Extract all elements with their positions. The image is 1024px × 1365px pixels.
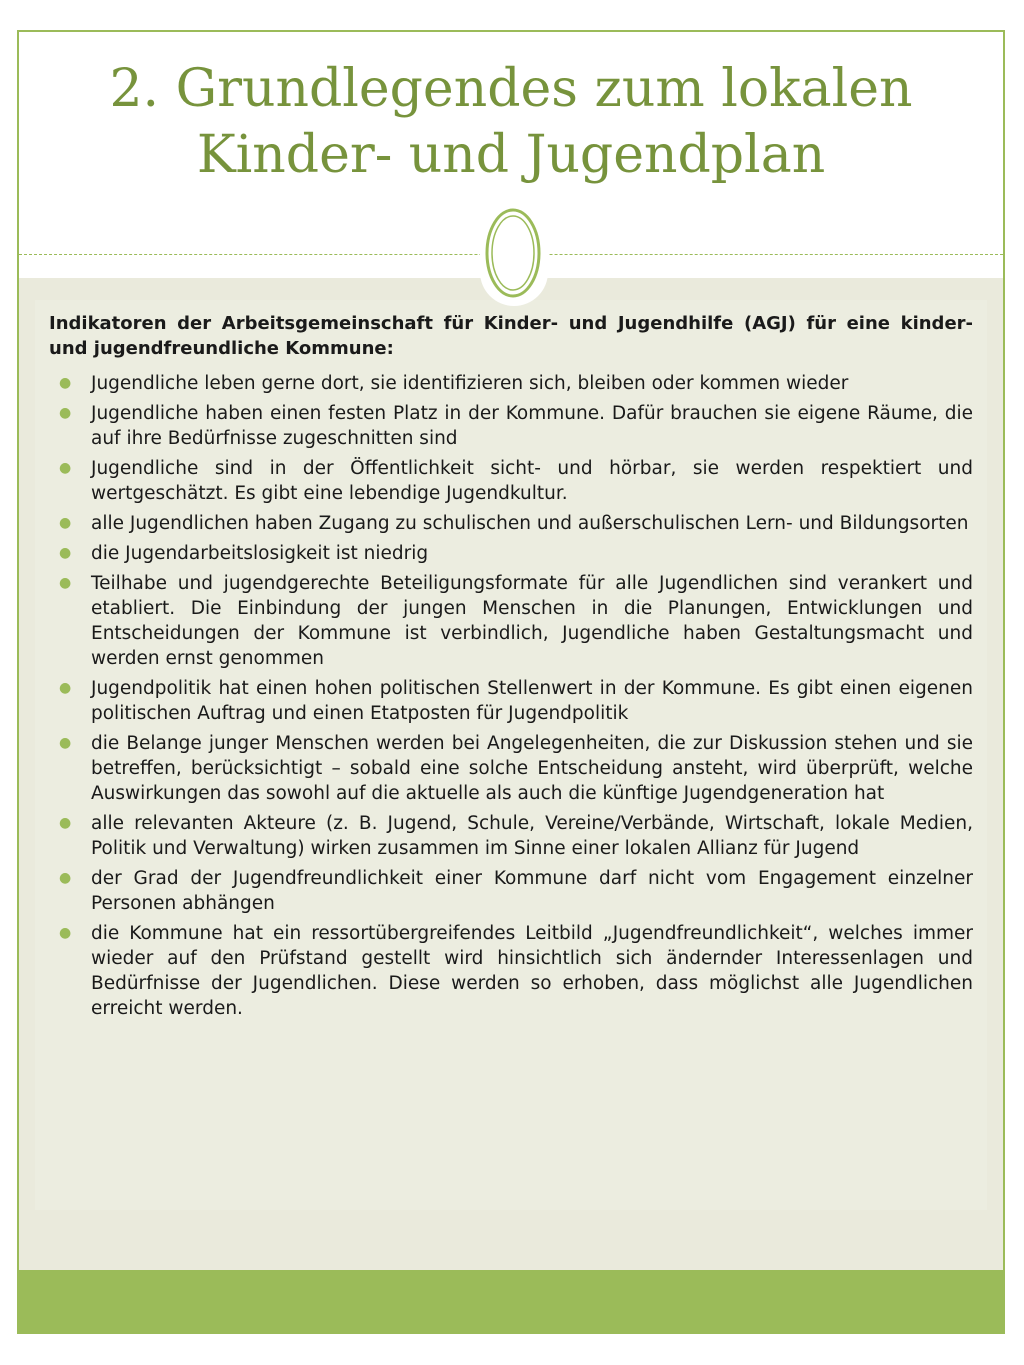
title-line-2: Kinder- und Jugendplan [196,125,826,185]
list-item-text: Jugendliche leben gerne dort, sie identifizieren sich, bleiben oder kommen wieder [91,373,849,394]
list-item-text: Teilhabe und jugendgerechte Beteiligungsformate für alle Jugendlichen sind verankert und etabliert. Die Einbindung der jungen Menschen in die Planungen, Entwicklungen und Entscheidungen der Kommune ist verbindlich, Jugendliche haben Gestaltungsmacht und werden ernst genommen [91,573,973,669]
list-item-text: Jugendliche haben einen festen Platz in der Kommune. Dafür brauchen sie eigene Räume, die auf ihre Bedürfnisse zugeschnitten sind [91,403,973,449]
list-item [49,511,973,536]
intro-heading: Indikatoren der Arbeitsgemeinschaft für Kinder- und Jugendhilfe (AGJ) für eine kinder- und jugendfreundliche Kommune: [49,313,973,359]
slide-title [19,56,1003,188]
list-item-text: alle relevanten Akteure (z. B. Jugend, Schule, Vereine/Verbände, Wirtschaft, lokale Medien, Politik und Verwaltung) wirken zusammen im Sinne einer lokalen Allianz für Jugend [91,813,973,859]
bullet-icon: ● [59,515,72,531]
slide-frame [17,30,1005,1334]
bullet-icon: ● [59,405,72,421]
list-item-text: die Kommune hat ein ressortübergreifendes Leitbild „Jugendfreundlichkeit“, welches immer wieder auf den Prüfstand gestellt wird hinsichtlich sich ändernder Interessenlagen und Bedürfnisse der Jugendlichen. Diese werden so erhoben, dass möglichst alle Jugendlichen erreicht werden. [91,923,973,1019]
list-item [49,456,973,506]
bullet-icon: ● [59,925,72,941]
list-item [49,371,973,396]
list-item [49,731,973,806]
list-item [49,541,973,566]
list-item [49,866,973,916]
bullet-icon: ● [59,375,72,391]
list-item [49,676,973,726]
bullet-icon: ● [59,815,72,831]
bullet-icon: ● [59,575,72,591]
title-line-1: 2. Grundlegendes zum lokalen [109,59,913,119]
list-item [49,571,973,671]
list-item-text: die Belange junger Menschen werden bei Angelegenheiten, die zur Diskussion stehen und sie betreffen, berücksichtigt – sobald eine solche Entscheidung ansteht, wird überprüft, welche Auswirkungen das sowohl auf die aktuelle als auch die künftige Jugendgeneration hat [91,733,973,804]
list-item [49,921,973,1021]
list-item-text: die Jugendarbeitslosigkeit ist niedrig [91,543,429,564]
oval-ornament-icon [483,206,543,300]
footer-bar [19,1270,1003,1332]
list-item [49,811,973,861]
list-item-text: Jugendpolitik hat einen hohen politischen Stellenwert in der Kommune. Es gibt einen eigenen politischen Auftrag und einen Etatposten für Jugendpolitik [91,678,973,724]
list-item-text: Jugendliche sind in der Öffentlichkeit sicht- und hörbar, sie werden respektiert und wertgeschätzt. Es gibt eine lebendige Jugendkultur. [91,458,973,504]
bullet-icon: ● [59,735,72,751]
indicator-list [49,371,973,1021]
list-item [49,401,973,451]
bullet-icon: ● [59,680,72,696]
content-text [49,311,973,1026]
bullet-icon: ● [59,870,72,886]
list-item-text: alle Jugendlichen haben Zugang zu schulischen und außerschulischen Lern- und Bildungsorten [91,513,969,534]
list-item-text: der Grad der Jugendfreundlichkeit einer Kommune darf nicht vom Engagement einzelner Personen abhängen [91,868,973,914]
bullet-icon: ● [59,460,72,476]
bullet-icon: ● [59,545,72,561]
